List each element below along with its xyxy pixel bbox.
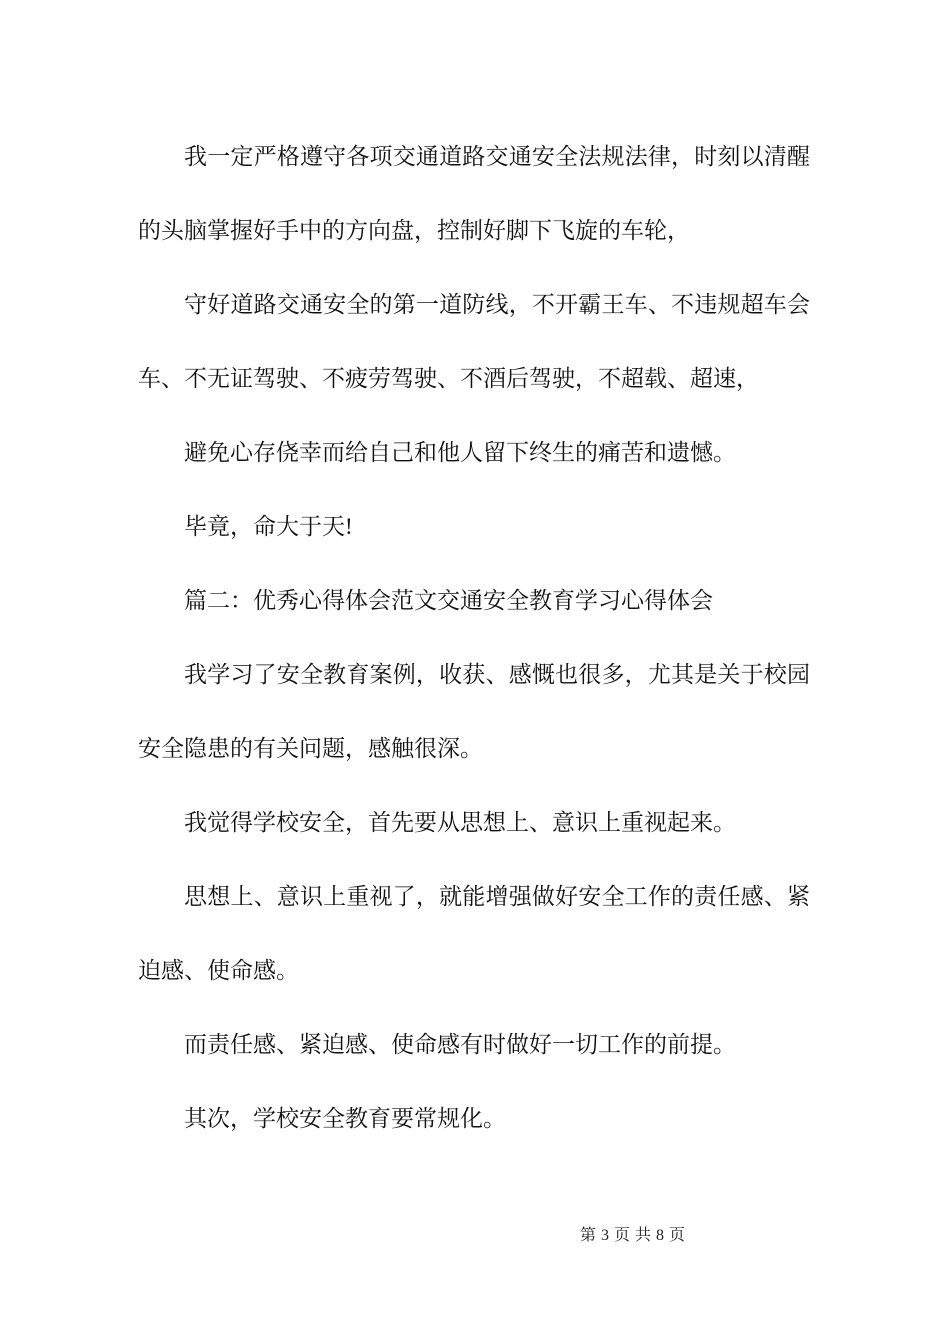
paragraph: 毕竟，命大于天! [184,514,353,539]
document-body [138,120,810,1156]
paragraph: 我一定严格遵守各项交通道路交通安全法规法律，时刻以清醒的头脑掌握好手中的方向盘，控制好脚下飞旋的车轮， [138,144,810,243]
paragraph: 而责任感、紧迫感、使命感有时做好一切工作的前提。 [184,1032,736,1057]
paragraph: 我学习了安全教育案例，收获、感慨也很多，尤其是关于校园安全隐患的有关问题，感触很深。 [138,662,810,761]
paragraph: 守好道路交通安全的第一道防线，不开霸王车、不违规超车会车、不无证驾驶、不疲劳驾驶、不酒后驾驶，不超载、超速， [138,292,810,391]
paragraph: 避免心存侥幸而给自己和他人留下终生的痛苦和遗憾。 [184,440,736,465]
page-number-indicator: 第 3 页 共 8 页 [580,1227,686,1244]
section-heading-paragraph: 篇二：优秀心得体会范文交通安全教育学习心得体会 [184,588,713,613]
paragraph: 思想上、意识上重视了，就能增强做好安全工作的责任感、紧迫感、使命感。 [138,884,810,983]
paragraph: 其次，学校安全教育要常规化。 [184,1106,506,1131]
paragraph: 我觉得学校安全，首先要从思想上、意识上重视起来。 [184,810,736,835]
page-footer [562,1206,686,1266]
